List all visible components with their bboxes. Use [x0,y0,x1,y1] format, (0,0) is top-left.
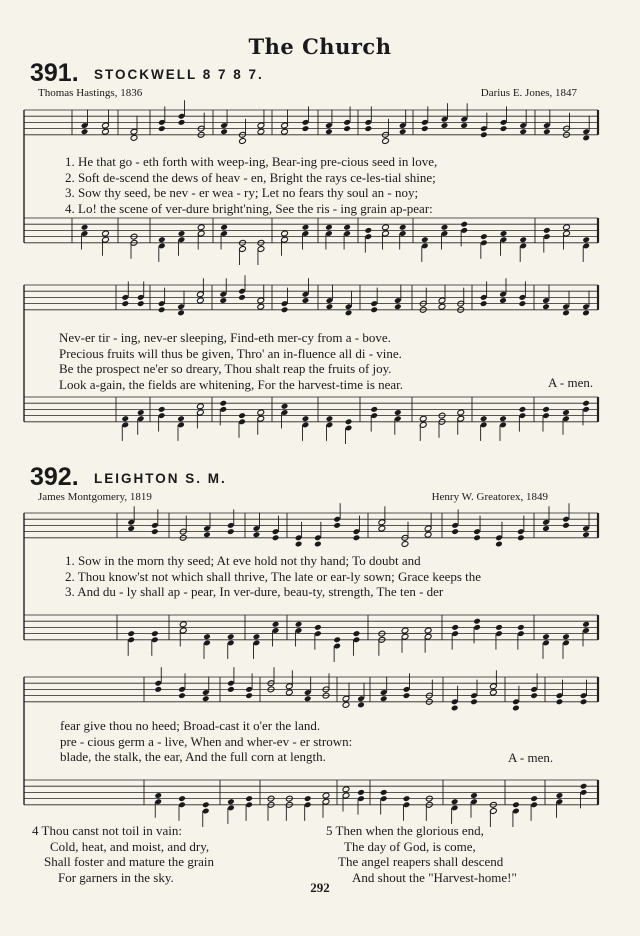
verse-line: blade, the stalk, the ear, And the full corn at length. [60,749,326,765]
extra-verse-5 [326,823,517,885]
amen: A - men. [548,375,594,390]
extra-verse-line: For garners in the sky. [58,869,174,885]
music-credit: Henry W. Greatorex, 1849 [431,491,548,503]
extra-verse-4 [32,823,214,885]
verse-line: 1. Sow in the morn thy seed; At eve hold not thy hand; To doubt and [65,553,421,568]
tune-name: STOCKWELL 8 7 8 7. [94,67,264,82]
verse-line: 3. Sow thy seed, be nev - er wea - ry; Let no fears thy soul an - noy; [65,185,419,201]
extra-verse-line: 5 Then when the glorious end, [326,823,484,838]
verse-line: Be the prospect ne'er so dreary, Thou shalt reap the fruits of joy. [59,361,392,377]
verse-block-391-b [59,330,403,392]
verse-block-392-b [60,718,352,765]
hymn-number: 392. [30,463,79,491]
verse-line: 4. Lo! the scene of ver-dure bright'ning, See the ris - ing grain ap-pear: [65,200,433,216]
words-credit: Thomas Hastings, 1836 [38,87,143,99]
verse-line: Nev-er tir - ing, nev-er sleeping, Find-eth mer-cy from a - bove. [59,330,391,345]
amen: A - men. [508,750,554,765]
words-credit: James Montgomery, 1819 [38,491,152,503]
page-header: The Church [248,34,392,59]
music-credit: Darius E. Jones, 1847 [480,87,577,99]
extra-verse-line: Cold, heat, and moist, and dry, [50,838,210,854]
verse-line: Precious fruits will thus be given, Thro' an in-fluence all di - vine. [59,345,402,361]
extra-verse-line: And shout the "Harvest-home!" [352,869,517,885]
verse-line: 1. He that go - eth forth with weep-ing, Bear-ing pre-cious seed in love, [65,154,438,169]
extra-verse-line: Shall foster and mature the grain [44,854,215,869]
verse-line: Look a-gain, the fields are whitening, For the harvest-time is near. [59,376,404,392]
tune-name: LEIGHTON S. M. [94,471,227,486]
verse-line: 3. And du - ly shall ap - pear, In ver-dure, beau-ty, strength, The ten - der [65,584,444,600]
verse-block-391-a [65,154,437,216]
verse-line: 2. Soft de-scend the dews of heav - en, Bright the rays ce-les-tial shine; [65,169,436,185]
verse-line: pre - cious germ a - live, When and wher-ev - er strown: [60,733,353,749]
extra-verse-line: 4 Thou canst not toil in vain: [32,823,182,838]
verse-line: 2. Thou know'st not which shall thrive, The late or ear-ly sown; Grace keeps the [65,568,482,584]
extra-verse-line: The day of God, is come, [344,838,476,854]
verse-line: fear give thou no heed; Broad-cast it o'er the land. [60,718,321,733]
verse-block-392-a [65,553,481,600]
extra-verse-line: The angel reapers shall descend [338,854,504,869]
hymn-number: 391. [30,59,79,87]
page-number: 292 [310,880,330,895]
